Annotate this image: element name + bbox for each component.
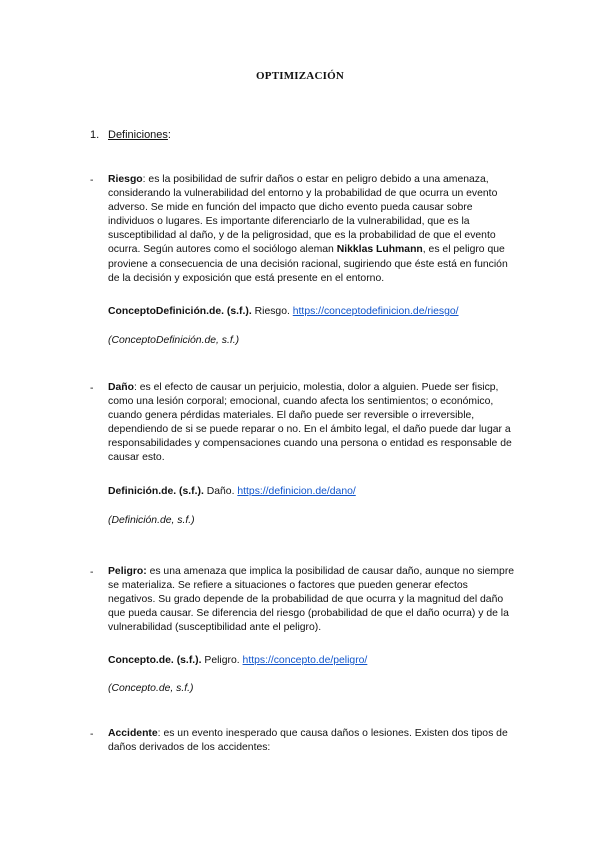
reference-link[interactable]: https://concepto.de/peligro/ [242,655,368,666]
reference-title: Peligro. [201,655,243,666]
bullet-dash: - [90,729,94,740]
section-suffix: : [167,129,171,141]
section-number: 1. [90,129,100,141]
bullet-dash: - [90,567,94,578]
term-peligro: Peligro: [108,566,147,577]
bullet-dash: - [90,175,94,186]
author-name: Nikklas Luhmann [336,244,423,256]
reference-source: Concepto.de. (s.f.). [108,655,202,666]
definition-text: es una amenaza que implica la posibilidad de causar daño, aunque no siempre se materializa. Se refiere a situaciones o factores que pueden generar efectos negativos. Su grado depende de la probabilidad de que ocurra y la magnitud del daño que pueda causar. Se diferencia del riesgo (probabilidad de que el daño ocurra) y de la vulnerabilidad (susceptibilidad ante el peligro). [108,566,515,634]
reference-link[interactable]: https://definicion.de/dano/ [237,486,356,497]
section-heading [90,129,171,141]
reference-source: ConceptoDefinición.de. (s.f.). [108,306,252,317]
reference-source: Definición.de. (s.f.). [108,486,204,497]
definition-dano [108,381,516,466]
term-riesgo: Riesgo [108,174,143,185]
bullet-dash: - [90,383,94,394]
reference-title: Riesgo. [251,306,293,317]
term-accidente: Accidente [108,728,158,739]
definition-text: : es un evento inesperado que causa daños o lesiones. Existen dos tipos de daños derivados de los accidentes: [108,728,508,754]
citation-dano: (Definición.de, s.f.) [108,515,195,526]
definition-peligro [108,565,516,635]
reference-dano [108,485,538,499]
reference-peligro [108,654,538,668]
term-dano: Daño [108,382,134,393]
definition-riesgo [108,173,516,286]
citation-riesgo: (ConceptoDefinición.de, s.f.) [108,335,240,346]
definition-text: : es el efecto de causar un perjuicio, molestia, dolor a alguien. Puede ser fisicp, como una lesión corporal; emocional, cuando afecta los sentimientos; o económico, cuando genera pérdidas materiales. El daño puede ser reversible o irreversible, dependiendo de si se puede reparar o no. En el ámbito legal, el daño puede dar lugar a responsabilidades y compensaciones cuando una persona o entidad es responsable de causar esto. [108,382,512,464]
reference-title: Daño. [203,486,238,497]
document-title: OPTIMIZACIÓN [256,70,344,82]
definition-accidente [108,727,516,755]
section-label: Definiciones [108,129,168,141]
citation-peligro: (Concepto.de, s.f.) [108,683,194,694]
definition-text-cont: , es el peligro que proviene a consecuencia de una decisión racional, sugiriendo que éste está en función de la decisión y exposición que está presente en el entorno. [108,244,508,284]
reference-link[interactable]: https://conceptodefinicion.de/riesgo/ [292,306,459,317]
definition-text: : es la posibilidad de sufrir daños o estar en peligro debido a una amenaza, considerando la vulnerabilidad del entorno y la probabilidad de que ocurra un evento adverso. Se mide en función del impacto que dicho evento pueda causar sobre individuos o lugares. Es importante diferenciarlo de la vulnerabilidad, que es la susceptibilidad al daño, y de la peligrosidad, que es la probabilidad de que el evento ocurra. Según autores como el sociólogo aleman [108,174,498,256]
reference-riesgo [108,305,538,319]
